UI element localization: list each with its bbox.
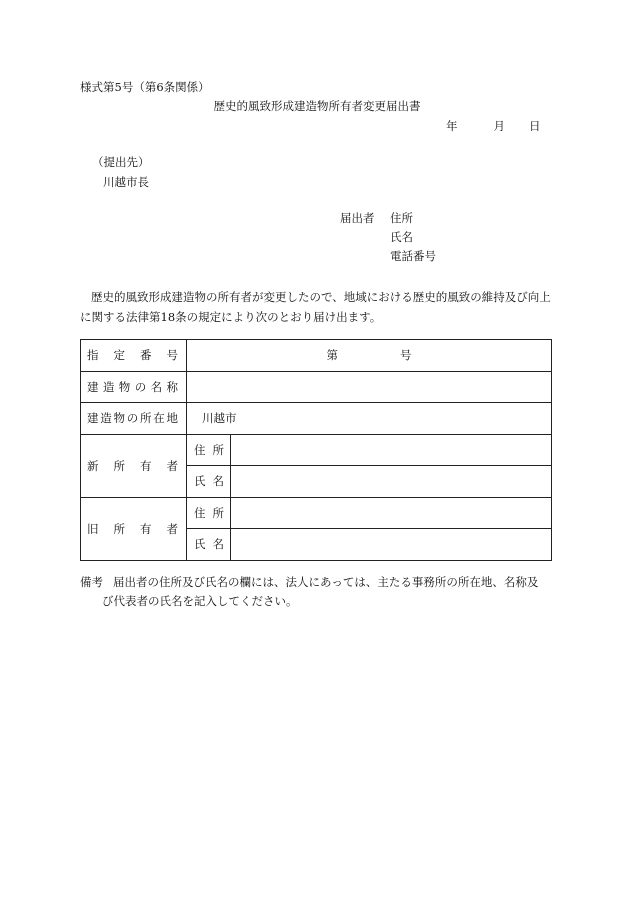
building-name-label: 建造物の名称 [81,371,187,403]
old-owner-label: 旧所有者 [81,497,187,560]
form-number: 様式第5号（第6条関係） [80,80,210,94]
designation-number-prefix: 第 [326,348,338,363]
new-owner-label: 新所有者 [81,434,187,497]
reporter-name-label: 氏名 [390,230,413,244]
building-name-field[interactable] [187,371,552,403]
designation-number-label: 指定番号 [81,340,187,372]
date-month-label: 月 [493,119,505,133]
old-owner-name-label: 氏名 [187,529,231,561]
designation-number-suffix: 号 [400,348,412,363]
old-owner-address-field[interactable] [231,497,552,529]
reporter-address-label: 住所 [390,211,413,225]
remarks-line-1: 届出者の住所及び氏名の欄には、法人にあっては、主たる事務所の所在地、名称及 [113,575,539,589]
remarks-label: 備考 [80,575,103,589]
addressee-heading: （提出先） [92,155,150,169]
table-row [81,497,552,529]
remarks [80,573,554,611]
remarks-line-2: び代表者の氏名を記入してください。 [102,594,298,608]
new-owner-name-label: 氏名 [187,466,231,498]
designation-number-field[interactable] [187,340,552,372]
table-row [81,371,552,403]
table-row [81,403,552,435]
date-year-label: 年 [446,119,458,133]
reporter-phone-label: 電話番号 [390,249,436,263]
old-owner-address-label: 住所 [187,497,231,529]
new-owner-name-field[interactable] [231,466,552,498]
details-table [80,339,552,561]
building-location-field[interactable]: 川越市 [187,403,552,435]
old-owner-name-field[interactable] [231,529,552,561]
new-owner-address-label: 住所 [187,434,231,466]
new-owner-address-field[interactable] [231,434,552,466]
table-row [81,434,552,466]
date-day-label: 日 [529,119,541,133]
reporter-label: 届出者 [340,211,375,225]
document-title: 歴史的風致形成建造物所有者変更届出書 [213,99,421,113]
body-text: 歴史的風致形成建造物の所有者が変更したので、地域における歴史的風致の維持及び向上に関する法律第18条の規定により次のとおり届け出ます。 [80,290,551,324]
addressee-name: 川越市長 [103,175,149,189]
building-location-label: 建造物の所在地 [81,403,187,435]
table-row [81,340,552,372]
date-line [446,121,541,133]
